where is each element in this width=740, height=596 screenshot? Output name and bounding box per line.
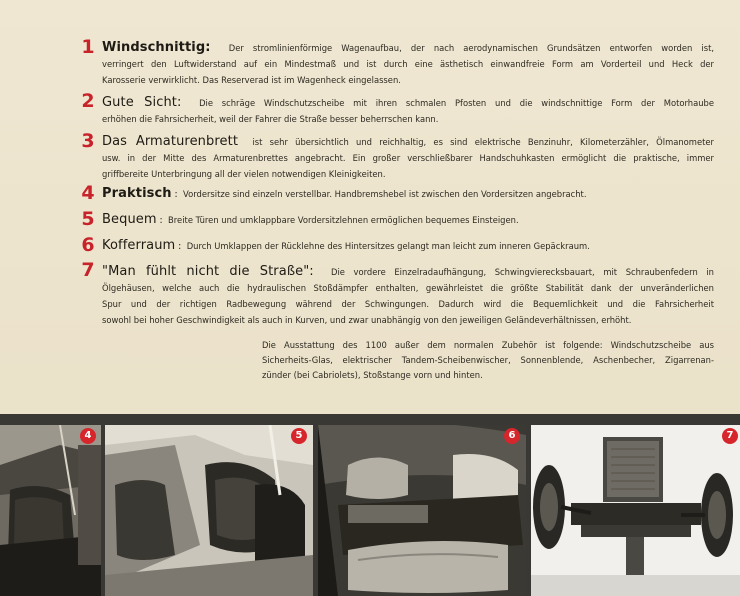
item-5-title: Bequem bbox=[102, 212, 157, 227]
item-3-line-3: griffbereite Unterbringung all der vielen notwendigen Kleinigkeiten. bbox=[102, 169, 386, 179]
item-2-title: Gute Sicht bbox=[102, 95, 178, 110]
photo-suspension bbox=[531, 425, 740, 596]
photo-open-door bbox=[105, 425, 313, 596]
item-6-line-1: Kofferraum : Durch Umklappen der Rücklehne des Hintersitzes gelangt man leicht zum inneren Gepäckraum. bbox=[102, 238, 590, 253]
item-2-line-2: erhöhen die Fahrsicherheit, weil der Fahrer die Straße besser beherrschen kann. bbox=[102, 114, 439, 124]
item-7-title: "Man fühlt nicht die Straße" bbox=[102, 264, 310, 279]
item-1-line-3: Karosserie verwirklicht. Das Reserverad ist im Wagenheck eingelassen. bbox=[102, 75, 401, 85]
item-6-number: 6 bbox=[81, 234, 95, 256]
item-5-number: 5 bbox=[81, 208, 95, 230]
item-5-line-1: Bequem : Breite Türen und umklappbare Vordersitzlehnen ermöglichen bequemes Einsteigen. bbox=[102, 212, 519, 227]
item-3-line-2: usw. in der Mitte des Armaturenbrettes angebracht. Ein großer verschließbarer Handschuhkasten ermöglicht die praktische, immer bbox=[102, 153, 714, 163]
item-1-line-2: verringert den Luftwiderstand auf ein Mindestmaß und ist durch eine ästhetisch einwandfreie Form am Vorderteil und Heck der bbox=[102, 59, 714, 69]
item-7-line-1: "Man fühlt nicht die Straße": Die vordere Einzelradaufhängung, Schwingvierecksbauart, mit Schraubenfedern in bbox=[102, 264, 714, 279]
item-4-line-1: Praktisch : Vordersitze sind einzeln verstellbar. Handbremshebel ist zwischen den Vordersitzen angebracht. bbox=[102, 186, 587, 201]
photo-front-seats bbox=[0, 425, 101, 596]
item-7-line-4: sowohl bei hoher Geschwindigkeit als auch in Kurven, und zwar unabhängig von den jeweiligen Geländeverhältnissen, erhöht. bbox=[102, 315, 632, 325]
item-7-line-3: Spur und der richtigen Radbewegung während der Schwingungen. Dadurch wird die Bequemlichkeit und die Fahrsicherheit bbox=[102, 299, 714, 309]
item-3-line-1: Das Armaturenbrett ist sehr übersichtlich und reichhaltig, es sind elektrische Benzinuhr, Kilometerzähler, Ölmanometer bbox=[102, 134, 714, 149]
photo-badge-5: 5 bbox=[291, 428, 307, 444]
photo-badge-4: 4 bbox=[80, 428, 96, 444]
item-4-number: 4 bbox=[81, 182, 95, 204]
photo-luggage bbox=[318, 425, 526, 596]
item-3-number: 3 bbox=[81, 130, 95, 152]
equipment-line-3: zünder (bei Cabriolets), Stoßstange vorn und hinten. bbox=[262, 370, 483, 380]
item-3-title: Das Armaturenbrett bbox=[102, 134, 239, 149]
item-1-title: Windschnittig bbox=[102, 40, 206, 55]
item-7-line-2: Ölgehäusen, welche auch die hydraulischen Stoßdämpfer enthalten, gewährleistet die größte Stabilität dank der unveränderlichen bbox=[102, 283, 714, 293]
item-6-title: Kofferraum bbox=[102, 238, 176, 253]
item-1-number: 1 bbox=[81, 36, 95, 58]
equipment-line-1: Die Ausstattung des 1100 außer dem normalen Zubehör ist folgende: Windschutzscheibe aus bbox=[262, 340, 714, 350]
item-2-number: 2 bbox=[81, 90, 95, 112]
photo-badge-7: 7 bbox=[722, 428, 738, 444]
equipment-line-2: Sicherheits-Glas, elektrischer Tandem-Scheibenwischer, Sonnenblende, Aschenbecher, Zigarrenan- bbox=[262, 355, 714, 365]
photo-badge-6: 6 bbox=[504, 428, 520, 444]
item-7-number: 7 bbox=[81, 259, 95, 281]
item-2-line-1: Gute Sicht: Die schräge Windschutzscheibe mit ihren schmalen Pfosten und die windschnittige Form der Motorhaube bbox=[102, 95, 714, 110]
item-1-line-1: Windschnittig: Der stromlinienförmige Wagenaufbau, der nach aerodynamischen Grundsätzen entworfen worden ist, bbox=[102, 40, 714, 55]
item-4-title: Praktisch bbox=[102, 186, 172, 201]
